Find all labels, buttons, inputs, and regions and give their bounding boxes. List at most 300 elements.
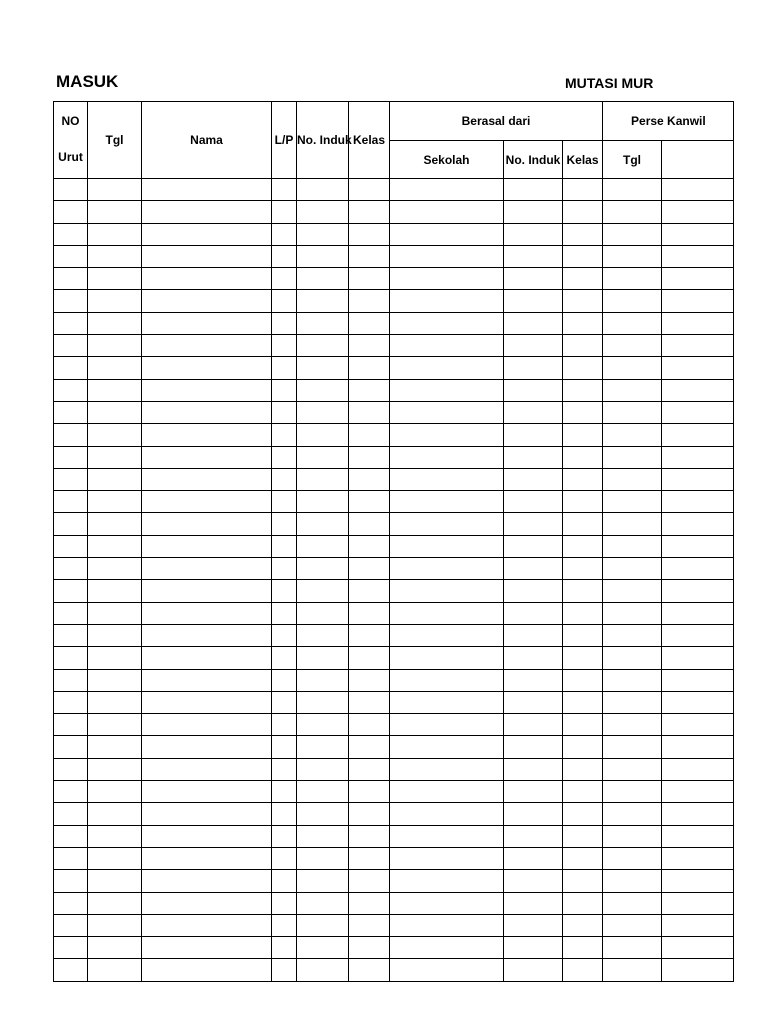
table-cell — [349, 513, 390, 535]
table-cell — [88, 803, 142, 825]
table-cell — [603, 446, 662, 468]
table-row — [54, 446, 734, 468]
table-cell — [390, 401, 504, 423]
table-cell — [349, 268, 390, 290]
table-cell — [390, 335, 504, 357]
table-cell — [54, 736, 88, 758]
table-cell — [603, 847, 662, 869]
table-cell — [603, 825, 662, 847]
table-cell — [603, 558, 662, 580]
table-cell — [563, 491, 603, 513]
table-cell — [272, 691, 297, 713]
table-cell — [390, 736, 504, 758]
table-cell — [504, 179, 563, 201]
table-cell — [88, 513, 142, 535]
table-cell — [297, 781, 349, 803]
table-cell — [563, 424, 603, 446]
table-cell — [88, 892, 142, 914]
table-cell — [563, 803, 603, 825]
table-cell — [390, 535, 504, 557]
table-cell — [272, 781, 297, 803]
table-cell — [349, 714, 390, 736]
table-cell — [272, 959, 297, 981]
table-cell — [563, 959, 603, 981]
table-cell — [142, 781, 272, 803]
table-row — [54, 714, 734, 736]
table-cell — [142, 624, 272, 646]
table-cell — [297, 691, 349, 713]
table-cell — [504, 870, 563, 892]
table-cell — [504, 892, 563, 914]
header-berasal-dari: Berasal dari — [390, 102, 603, 141]
table-cell — [142, 937, 272, 959]
table-cell — [54, 647, 88, 669]
table-cell — [272, 245, 297, 267]
header-urut-label: Urut — [58, 150, 83, 164]
table-cell — [88, 602, 142, 624]
table-cell — [54, 535, 88, 557]
table-cell — [54, 268, 88, 290]
table-row — [54, 201, 734, 223]
table-cell — [603, 602, 662, 624]
table-cell — [297, 624, 349, 646]
table-cell — [603, 201, 662, 223]
table-cell — [88, 491, 142, 513]
table-cell — [390, 647, 504, 669]
table-cell — [563, 357, 603, 379]
table-cell — [54, 491, 88, 513]
table-cell — [390, 580, 504, 602]
table-cell — [603, 491, 662, 513]
table-cell — [54, 179, 88, 201]
table-cell — [390, 245, 504, 267]
table-cell — [390, 558, 504, 580]
table-cell — [142, 335, 272, 357]
table-cell — [390, 223, 504, 245]
table-cell — [662, 870, 734, 892]
table-row — [54, 513, 734, 535]
table-cell — [390, 624, 504, 646]
table-cell — [88, 714, 142, 736]
table-cell — [349, 959, 390, 981]
table-cell — [603, 647, 662, 669]
table-cell — [563, 937, 603, 959]
table-cell — [390, 290, 504, 312]
table-row — [54, 379, 734, 401]
table-cell — [504, 223, 563, 245]
table-cell — [504, 201, 563, 223]
table-cell — [662, 781, 734, 803]
table-cell — [297, 379, 349, 401]
table-cell — [504, 691, 563, 713]
table-cell — [88, 669, 142, 691]
table-cell — [142, 669, 272, 691]
table-cell — [88, 847, 142, 869]
table-cell — [390, 825, 504, 847]
table-cell — [662, 937, 734, 959]
table-cell — [88, 290, 142, 312]
table-cell — [88, 959, 142, 981]
table-cell — [88, 468, 142, 490]
table-cell — [88, 870, 142, 892]
table-cell — [297, 937, 349, 959]
table-cell — [54, 602, 88, 624]
table-row — [54, 179, 734, 201]
table-cell — [504, 535, 563, 557]
table-row — [54, 825, 734, 847]
table-cell — [563, 647, 603, 669]
table-cell — [662, 758, 734, 780]
table-row — [54, 803, 734, 825]
table-cell — [662, 491, 734, 513]
table-cell — [504, 468, 563, 490]
table-cell — [603, 669, 662, 691]
table-cell — [272, 179, 297, 201]
table-cell — [662, 736, 734, 758]
table-cell — [504, 669, 563, 691]
table-cell — [349, 379, 390, 401]
table-cell — [662, 424, 734, 446]
table-cell — [504, 491, 563, 513]
table-row — [54, 758, 734, 780]
table-row — [54, 892, 734, 914]
table-cell — [142, 468, 272, 490]
table-cell — [297, 201, 349, 223]
table-cell — [603, 580, 662, 602]
table-cell — [142, 379, 272, 401]
table-cell — [504, 558, 563, 580]
table-cell — [563, 335, 603, 357]
table-cell — [504, 803, 563, 825]
table-cell — [662, 892, 734, 914]
table-cell — [563, 892, 603, 914]
table-cell — [563, 580, 603, 602]
table-cell — [349, 468, 390, 490]
table-cell — [349, 736, 390, 758]
table-cell — [390, 892, 504, 914]
table-cell — [603, 736, 662, 758]
table-cell — [297, 335, 349, 357]
table-cell — [563, 914, 603, 936]
table-cell — [603, 335, 662, 357]
table-cell — [142, 691, 272, 713]
table-cell — [390, 446, 504, 468]
table-cell — [297, 268, 349, 290]
table-cell — [504, 914, 563, 936]
table-cell — [54, 624, 88, 646]
table-cell — [297, 825, 349, 847]
table-cell — [54, 959, 88, 981]
header-sekolah: Sekolah — [390, 141, 504, 179]
table-cell — [54, 669, 88, 691]
table-cell — [563, 758, 603, 780]
table-cell — [142, 535, 272, 557]
table-cell — [349, 937, 390, 959]
table-cell — [349, 647, 390, 669]
table-cell — [563, 468, 603, 490]
table-cell — [349, 691, 390, 713]
table-cell — [390, 847, 504, 869]
table-cell — [272, 624, 297, 646]
table-cell — [563, 781, 603, 803]
table-cell — [504, 312, 563, 334]
table-cell — [88, 335, 142, 357]
table-cell — [88, 446, 142, 468]
table-cell — [297, 179, 349, 201]
table-cell — [563, 535, 603, 557]
table-cell — [54, 580, 88, 602]
table-cell — [662, 268, 734, 290]
header-sub-kelas: Kelas — [563, 141, 603, 179]
table-cell — [142, 401, 272, 423]
table-cell — [349, 758, 390, 780]
table-cell — [563, 379, 603, 401]
table-row — [54, 558, 734, 580]
table-cell — [272, 201, 297, 223]
table-cell — [662, 245, 734, 267]
table-cell — [390, 201, 504, 223]
table-cell — [390, 379, 504, 401]
table-cell — [563, 245, 603, 267]
table-cell — [88, 914, 142, 936]
table-cell — [603, 870, 662, 892]
table-cell — [349, 312, 390, 334]
table-cell — [563, 736, 603, 758]
table-cell — [563, 714, 603, 736]
table-cell — [504, 335, 563, 357]
table-cell — [349, 580, 390, 602]
table-row — [54, 580, 734, 602]
table-cell — [349, 401, 390, 423]
table-row — [54, 691, 734, 713]
table-cell — [504, 379, 563, 401]
table-cell — [297, 736, 349, 758]
table-cell — [349, 914, 390, 936]
table-cell — [272, 491, 297, 513]
table-cell — [297, 446, 349, 468]
table-cell — [603, 357, 662, 379]
table-cell — [603, 624, 662, 646]
header-no-induk: No. Induk — [297, 102, 349, 179]
table-cell — [88, 312, 142, 334]
table-cell — [349, 624, 390, 646]
table-cell — [390, 914, 504, 936]
table-cell — [603, 758, 662, 780]
table-cell — [297, 535, 349, 557]
table-cell — [272, 825, 297, 847]
table-row — [54, 401, 734, 423]
header-sub-no-induk: No. Induk — [504, 141, 563, 179]
table-cell — [88, 825, 142, 847]
table-cell — [563, 401, 603, 423]
table-cell — [297, 558, 349, 580]
table-cell — [662, 401, 734, 423]
table-cell — [603, 959, 662, 981]
table-cell — [563, 268, 603, 290]
table-cell — [563, 223, 603, 245]
table-cell — [504, 245, 563, 267]
table-cell — [297, 357, 349, 379]
table-cell — [603, 937, 662, 959]
table-cell — [662, 803, 734, 825]
table-cell — [142, 223, 272, 245]
table-cell — [88, 781, 142, 803]
table-cell — [142, 424, 272, 446]
table-row — [54, 335, 734, 357]
table-cell — [142, 179, 272, 201]
table-cell — [504, 781, 563, 803]
table-cell — [272, 290, 297, 312]
table-row — [54, 736, 734, 758]
table-cell — [504, 937, 563, 959]
table-cell — [603, 691, 662, 713]
table-cell — [54, 401, 88, 423]
table-cell — [662, 847, 734, 869]
table-cell — [297, 513, 349, 535]
table-cell — [272, 401, 297, 423]
table-cell — [88, 223, 142, 245]
table-cell — [662, 179, 734, 201]
table-cell — [349, 335, 390, 357]
table-cell — [563, 290, 603, 312]
table-cell — [142, 892, 272, 914]
table-cell — [662, 558, 734, 580]
table-cell — [272, 870, 297, 892]
table-cell — [563, 558, 603, 580]
table-cell — [272, 914, 297, 936]
table-cell — [142, 714, 272, 736]
table-cell — [504, 847, 563, 869]
table-row — [54, 312, 734, 334]
header-no-label: NO — [61, 114, 80, 128]
table-cell — [390, 179, 504, 201]
table-cell — [349, 803, 390, 825]
table-cell — [272, 424, 297, 446]
table-cell — [54, 825, 88, 847]
register-table-container — [53, 101, 706, 981]
table-cell — [272, 223, 297, 245]
table-cell — [390, 491, 504, 513]
table-row — [54, 602, 734, 624]
table-cell — [349, 201, 390, 223]
table-cell — [349, 357, 390, 379]
table-cell — [603, 268, 662, 290]
table-row — [54, 959, 734, 981]
table-cell — [603, 468, 662, 490]
table-cell — [88, 379, 142, 401]
table-cell — [272, 803, 297, 825]
table-row — [54, 223, 734, 245]
table-cell — [142, 825, 272, 847]
table-cell — [603, 245, 662, 267]
table-cell — [390, 959, 504, 981]
table-cell — [504, 714, 563, 736]
table-cell — [297, 602, 349, 624]
table-cell — [504, 513, 563, 535]
table-cell — [349, 825, 390, 847]
table-cell — [504, 580, 563, 602]
table-cell — [297, 468, 349, 490]
table-cell — [603, 223, 662, 245]
table-cell — [88, 357, 142, 379]
table-row — [54, 290, 734, 312]
table-cell — [349, 535, 390, 557]
table-cell — [390, 714, 504, 736]
table-cell — [88, 424, 142, 446]
table-cell — [88, 558, 142, 580]
table-cell — [563, 312, 603, 334]
table-cell — [504, 446, 563, 468]
table-cell — [390, 669, 504, 691]
table-cell — [297, 959, 349, 981]
table-cell — [504, 758, 563, 780]
table-cell — [272, 446, 297, 468]
table-cell — [662, 669, 734, 691]
table-cell — [142, 647, 272, 669]
table-cell — [390, 803, 504, 825]
table-cell — [504, 268, 563, 290]
table-cell — [54, 914, 88, 936]
table-cell — [88, 736, 142, 758]
table-cell — [54, 781, 88, 803]
table-cell — [563, 602, 603, 624]
table-cell — [88, 691, 142, 713]
table-cell — [662, 223, 734, 245]
table-cell — [297, 758, 349, 780]
table-cell — [662, 602, 734, 624]
table-cell — [54, 468, 88, 490]
table-cell — [54, 335, 88, 357]
register-table-body — [54, 179, 734, 982]
table-cell — [563, 513, 603, 535]
table-cell — [54, 357, 88, 379]
table-row — [54, 624, 734, 646]
table-cell — [390, 870, 504, 892]
table-cell — [54, 714, 88, 736]
table-cell — [603, 914, 662, 936]
table-cell — [297, 401, 349, 423]
table-cell — [603, 803, 662, 825]
table-cell — [603, 379, 662, 401]
table-cell — [272, 580, 297, 602]
table-cell — [54, 223, 88, 245]
table-cell — [142, 312, 272, 334]
table-cell — [662, 825, 734, 847]
table-cell — [142, 558, 272, 580]
table-cell — [142, 491, 272, 513]
table-cell — [88, 201, 142, 223]
table-cell — [272, 669, 297, 691]
table-cell — [603, 714, 662, 736]
table-row — [54, 468, 734, 490]
table-cell — [504, 602, 563, 624]
table-cell — [563, 201, 603, 223]
header-tgl: Tgl — [88, 102, 142, 179]
table-cell — [297, 424, 349, 446]
table-cell — [142, 758, 272, 780]
table-cell — [297, 491, 349, 513]
header-no-urut — [54, 102, 88, 179]
table-cell — [603, 513, 662, 535]
table-cell — [142, 513, 272, 535]
table-cell — [349, 223, 390, 245]
table-cell — [142, 959, 272, 981]
table-cell — [603, 781, 662, 803]
table-cell — [390, 424, 504, 446]
table-cell — [390, 781, 504, 803]
table-cell — [390, 691, 504, 713]
table-cell — [662, 379, 734, 401]
